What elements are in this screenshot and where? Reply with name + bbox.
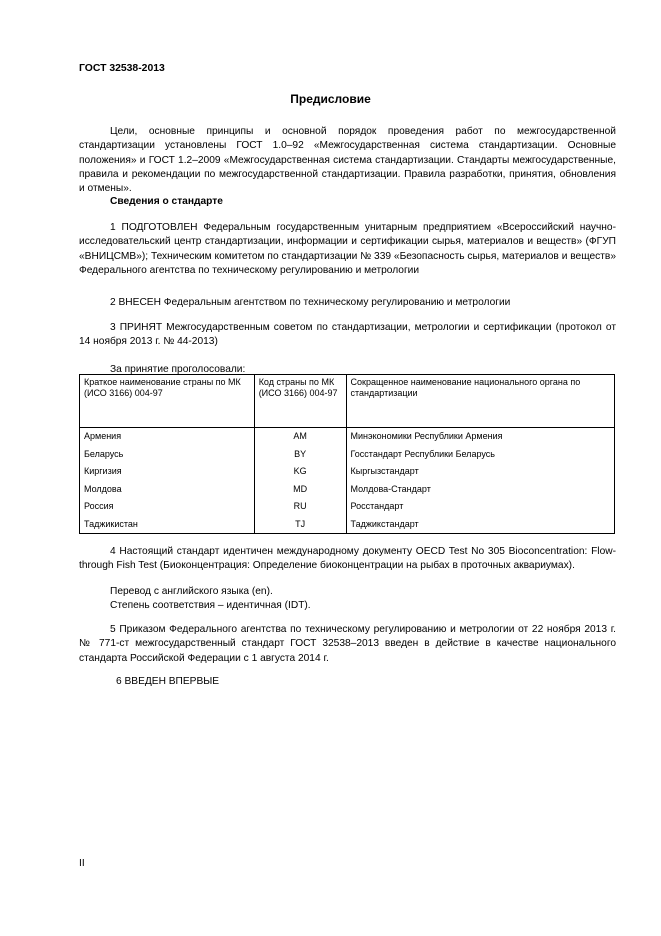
info-item-5: 5 Приказом Федерального агентства по техническому регулированию и метрологии от 22 ноября 2013 г. № 771-ст межгосударственный стандарт ГОСТ 32538–2013 введен в действие в качестве национального стандарта Российской Федерации с 1 августа 2014 г.: [79, 624, 616, 664]
cell-country: Россия: [80, 498, 255, 516]
cell-country: Армения: [80, 428, 255, 446]
cell-country: Таджикистан: [80, 516, 255, 534]
cell-code: RU: [254, 498, 346, 516]
info-item-3: 3 ПРИНЯТ Межгосударственным советом по стандартизации, метрологии и сертификации (протокол от 14 ноября 2013 г. № 44-2013): [79, 322, 616, 348]
document-code: ГОСТ 32538-2013: [79, 63, 165, 74]
cell-code: AM: [254, 428, 346, 446]
page-number: II: [79, 858, 85, 869]
vote-intro: За принятие проголосовали:: [110, 364, 246, 375]
cell-code: MD: [254, 481, 346, 499]
voting-table: [79, 374, 615, 534]
info-item-2: 2 ВНЕСЕН Федеральным агентством по техническому регулированию и метрологии: [110, 297, 511, 308]
header-country-code: Код страны по МК (ИСО 3166) 004-97: [254, 375, 346, 428]
cell-body: Таджикстандарт: [346, 516, 614, 534]
cell-body: Минэкономики Республики Армения: [346, 428, 614, 446]
table-row: [80, 463, 615, 481]
cell-country: Киргизия: [80, 463, 255, 481]
cell-body: Молдова-Стандарт: [346, 481, 614, 499]
info-item-1: 1 ПОДГОТОВЛЕН Федеральным государственным унитарным предприятием «Всероссийский научно-исследовательский центр стандартизации, информации и сертификации сырья, материалов и веществ» (ФГУП «ВНИЦСМВ»); Техническим комитетом по стандартизации № 339 «Безопасность сырья, материалов и веществ» Федерального агентства по техническому регулированию и метрологии: [79, 222, 616, 276]
table-row: [80, 498, 615, 516]
table-row: [80, 516, 615, 534]
foreword-title: Предисловие: [290, 92, 371, 106]
standard-info-heading: Сведения о стандарте: [110, 196, 223, 207]
cell-country: Беларусь: [80, 446, 255, 464]
header-country-name: Краткое наименование страны по МК (ИСО 3166) 004-97: [80, 375, 255, 428]
cell-body: Госстандарт Республики Беларусь: [346, 446, 614, 464]
table-row: [80, 446, 615, 464]
conformity-degree: Степень соответствия – идентичная (IDT).: [110, 600, 311, 611]
table-row: [80, 481, 615, 499]
translation-note: Перевод с английского языка (en).: [110, 586, 273, 597]
cell-code: TJ: [254, 516, 346, 534]
info-item-6: 6 ВВЕДЕН ВПЕРВЫЕ: [116, 676, 220, 687]
header-standards-body: Сокращенное наименование национального органа по стандартизации: [346, 375, 614, 428]
cell-code: BY: [254, 446, 346, 464]
table-header-row: [80, 375, 615, 428]
cell-body: Росстандарт: [346, 498, 614, 516]
info-item-4: 4 Настоящий стандарт идентичен международному документу OECD Test No 305 Bioconcentration: Flow-through Fish Test (Биоконцентрация: Определение биоконцентрации на рыбах в проточных аквариумах).: [79, 546, 616, 572]
cell-code: KG: [254, 463, 346, 481]
table-row: [80, 428, 615, 446]
cell-body: Кыргызстандарт: [346, 463, 614, 481]
cell-country: Молдова: [80, 481, 255, 499]
foreword-paragraph: Цели, основные принципы и основной порядок проведения работ по межгосударственной стандартизации установлены ГОСТ 1.0–92 «Межгосударственная система стандартизации. Основные положения» и ГОСТ 1.2–2009 «Межгосударственная система стандартизации. Стандарты межгосударственные, правила и рекомендации по межгосударственной стандартизации. Правила разработки, принятия, обновления и отмены».: [79, 126, 616, 195]
